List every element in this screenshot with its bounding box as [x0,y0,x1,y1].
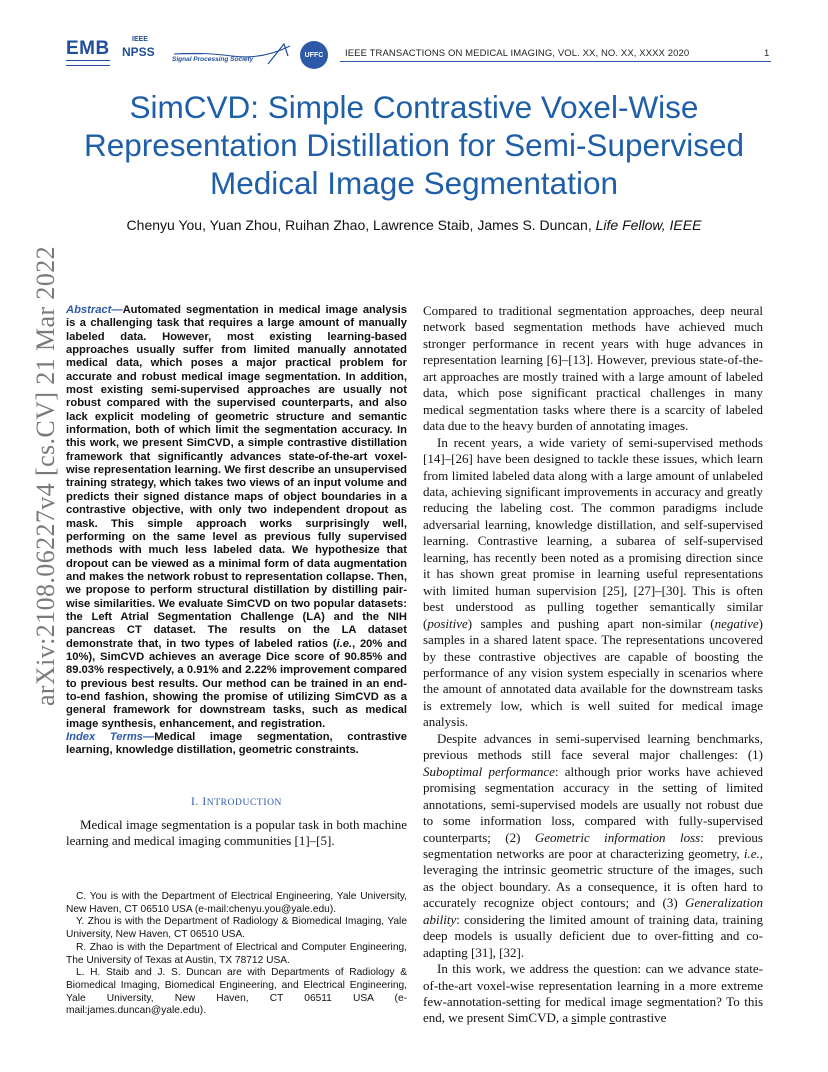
section-first-letter: I [202,795,207,808]
intro-paragraph: Medical image segmentation is a popular task in both machine learning and medical imaging communities [1]–[5]. [66,816,407,849]
abstract-ie: i.e. [336,637,353,650]
author-list: Chenyu You, Yuan Zhou, Ruihan Zhao, Lawrence Staib, James S. Duncan, [126,217,596,233]
left-column [66,304,407,850]
abstract-label: Abstract— [66,304,123,316]
author-fellow-note: Life Fellow, IEEE [595,217,702,233]
npss-text: NPSS [122,45,155,59]
body-paragraph [423,731,763,961]
footnote: R. Zhao is with the Department of Electrical and Computer Engineering, The University of Texas at Austin, TX 78712 USA. [66,941,407,966]
emphasis-suboptimal: Suboptimal performance [423,763,555,779]
section-numeral: I. [190,795,203,808]
text-run: In this work, we address the question: can we advance state-of-the-art voxel-wise representation learning in a more extreme few-annotation-setting for medical image segmentation? To this end, we present SimCVD, a [423,961,763,1026]
underline-c: c [609,1010,616,1026]
text-run: ) samples in a shared latent space. The representations uncovered by these contrastive objectives are capable of boosting the performance of any vision system especially in scenarios where the amount of annotated data available for the downstream tasks is extremely low, which is well suited for medical image analysis. [423,615,763,730]
text-run: ) samples and pushing apart non-similar ( [467,615,715,631]
emb-logo-underline [66,60,110,66]
journal-header: IEEE TRANSACTIONS ON MEDICAL IMAGING, VOL. XX, NO. XX, XXXX 2020 [345,48,690,59]
text-run: In recent years, a wide variety of semi-supervised methods [14]–[26] have been designed to tackle these issues, which learn from limited labeled data along with a large amount of unlabeled data, achieving significant improvements in accuracy and greatly reducing the labeling cost. The common paradigms include adversarial learning, knowledge distillation, and self-supervised learning. Contrastive learning, a subarea of self-supervised learning, has recently been noted as a promising direction since it has shown great promise in learning useful representations with limited human supervision [25], [27]–[30]. This is often best understood as pulling together semantically similar ( [423,434,763,631]
sps-logo [172,42,297,68]
emphasis-ie: i.e. [743,845,760,861]
footnote: Y. Zhou is with the Department of Radiology & Biomedical Imaging, Yale University, New Haven, CT 06510 USA. [66,916,407,941]
npss-logo [122,36,166,66]
emb-logo: EMB [66,38,110,59]
abstract-text: Automated segmentation in medical image analysis is a challenging task that requires a large amount of manually labeled data. However, most existing learning-based approaches usually suffer from limited manually annotated medical data, which poses a major practical problem for accurate and robust medical image segmentation. In addition, most existing semi-supervised approaches are usually not robust compared with the supervised counterparts, and also lack explicit modeling of geometric structure and semantic information, both of which limit the segmentation accuracy. In this work, we present SimCVD, a simple contrastive distillation framework that significantly advances state-of-the-art voxel-wise representation learning. We first describe an unsupervised training strategy, which takes two views of an input volume and predicts their signed distance maps of object boundaries in a contrastive objective, with only two independent dropout as mask. This simple approach works surprisingly well, performing on the same level as previous fully supervised methods with much less labeled data. We hypothesize that dropout can be viewed as a minimal form of data augmentation and makes the network robust to representation collapse. Then, we propose to perform structural distillation by distilling pair-wise similarities. We evaluate SimCVD on two popular datasets: the Left Atrial Segmentation Challenge (LA) and the NIH pancreas CT dataset. The results on the LA dataset demonstrate that, in two types of labeled ratios ( [66,304,407,650]
body-paragraph [423,961,763,1027]
sps-text: Signal Processing Society [172,56,254,63]
text-run: : although prior works have achieved promising segmentation accuracy in the setting of limited annotations, semi-supervised models are usually not robust due to some information loss, compared with fully-supervised counterparts; (2) [423,763,764,845]
text-run: : previous segmentation networks are poor at characterizing geometry, [423,829,763,861]
arxiv-stamp: arXiv:2108.06227v4 [cs.CV] 21 Mar 2022 [31,245,60,707]
text-run: , leveraging the intrinsic geometric structure of the images, such as the object boundary. As a consequence, it is often hard to accurately recognize object contours; and (3) [423,845,763,911]
section-heading-introduction [66,796,407,808]
footnote: L. H. Staib and J. S. Duncan are with Departments of Radiology & Biomedical Imaging, Biomedical Engineering, and Electrical Engineering, Yale University, New Haven, CT 06511 USA (e-mail:james.duncan@yale.edu). [66,967,407,1017]
npss-ieee-text: IEEE [132,36,148,43]
emphasis-negative: negative [714,615,759,631]
text-run: ontrastive [615,1010,667,1026]
uffc-logo: UFFC [300,41,328,69]
paper-title: SimCVD: Simple Contrastive Voxel-Wise Representation Distillation for Semi-Supervised Medical Image Segmentation [83,89,745,201]
underline-s: s [571,1010,577,1026]
publisher-logos [66,36,336,68]
text-run: imple [576,1010,610,1026]
index-terms [66,731,407,758]
emphasis-generalization: Generalization ability [423,895,763,927]
abstract-text-end: , 20% and 10%), SimCVD achieves an average Dice score of 90.85% and 89.03% respectively, a 0.91% and 2.22% improvement compared to previous best results. Our method can be trained in an end-to-end fashion, showing the promise of utilizing SimCVD as a general framework for downstream tasks, such as medical image synthesis, enhancement, and registration. [66,637,407,730]
text-run: Despite advances in semi-supervised learning benchmarks, previous methods still face several major challenges: (1) [423,730,763,763]
sps-wave-icon [172,42,297,68]
index-terms-label: Index Terms— [66,731,155,743]
text-run: : considering the limited amount of training data, training deep models is usually deficient due to over-fitting and co-adapting [31], [32]. [423,911,763,960]
footnote: C. You is with the Department of Electrical Engineering, Yale University, New Haven, CT 06510 USA (e-mail:chenyu.you@yale.edu). [66,891,407,915]
abstract [66,304,407,731]
index-terms-text: Medical image segmentation, contrastive learning, knowledge distillation, geometric constraints. [66,731,407,757]
page-number: 1 [764,48,770,59]
header-rule [340,61,771,62]
footnotes [66,891,407,1018]
section-title-rest: NTRODUCTION [206,797,283,808]
right-column [423,303,763,1027]
emphasis-positive: positive [427,615,468,631]
paper-authors [40,217,788,233]
body-paragraph: Compared to traditional segmentation approaches, deep neural network based segmentation methods have achieved much stronger performance in recent years with huge advances in representation learning [6]–[13]. However, previous state-of-the-art approaches are mostly trained with a large amount of labeled data, which pose significant practical challenges in many medical segmentation tasks where there is a scarcity of labeled data due to the heavy burden of annotating images. [423,303,763,434]
body-paragraph [423,435,763,731]
emphasis-geometric: Geometric information loss [534,829,701,845]
